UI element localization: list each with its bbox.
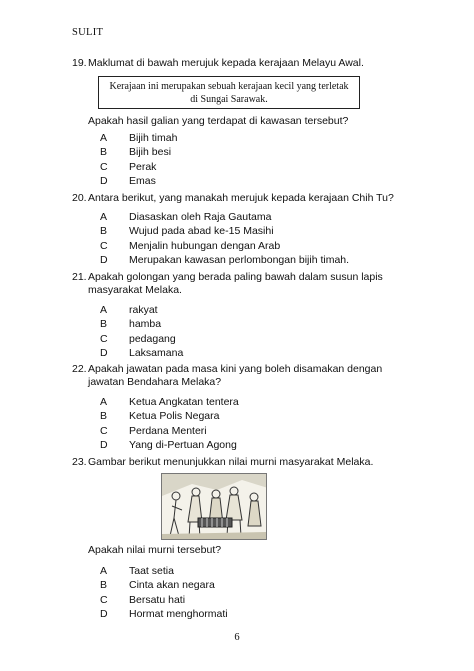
option-b[interactable] [100, 146, 402, 161]
question-23 [72, 456, 402, 469]
option-text: Bersatu hati [129, 593, 186, 606]
option-b[interactable] [100, 225, 402, 240]
option-text: Laksamana [129, 347, 184, 360]
option-text: Bijih timah [129, 131, 178, 144]
question-number: 23. [72, 456, 87, 468]
option-d[interactable] [100, 439, 402, 454]
option-d[interactable] [100, 254, 402, 269]
option-letter: B [100, 146, 108, 159]
question-text: Apakah jawatan pada masa kini yang boleh disamakan dengan jawatan Bendahara Melaka? [88, 363, 383, 388]
options-list [100, 210, 402, 268]
question-text: Apakah golongan yang berada paling bawah dalam susun lapis masyarakat Melaka. [88, 271, 383, 296]
option-b[interactable] [100, 410, 402, 425]
option-letter: A [100, 210, 108, 223]
option-letter: B [100, 579, 108, 592]
option-b[interactable] [100, 579, 402, 594]
option-letter: A [100, 395, 108, 408]
options-list [100, 395, 402, 453]
options-list [100, 303, 402, 361]
option-text: Cinta akan negara [129, 579, 215, 592]
option-text: Diasaskan oleh Raja Gautama [129, 210, 272, 223]
option-text: Bijih besi [129, 146, 172, 159]
option-text: Wujud pada abad ke-15 Masihi [129, 225, 274, 238]
option-d[interactable] [100, 347, 402, 362]
question-20 [72, 192, 402, 268]
option-a[interactable] [100, 210, 402, 225]
option-letter: C [100, 160, 108, 173]
option-c[interactable] [100, 160, 402, 175]
option-a[interactable] [100, 564, 402, 579]
option-a[interactable] [100, 131, 402, 146]
question-22 [72, 363, 402, 453]
option-letter: C [100, 239, 108, 252]
option-c[interactable] [100, 424, 402, 439]
page-header: SULIT [72, 27, 104, 38]
option-text: pedagang [129, 332, 176, 345]
question-subtext: Apakah hasil galian yang terdapat di kawasan tersebut? [88, 115, 349, 127]
option-text: rakyat [129, 303, 158, 316]
question-text: Maklumat di bawah merujuk kepada kerajaan Melayu Awal. [88, 57, 364, 69]
question-number: 21. [72, 271, 87, 283]
option-text: Ketua Polis Negara [129, 410, 220, 423]
option-letter: D [100, 439, 108, 452]
illustration-drawing [162, 474, 267, 540]
option-text: Menjalin hubungan dengan Arab [129, 239, 281, 252]
question-number: 22. [72, 363, 87, 375]
options-list [100, 564, 402, 622]
option-text: Emas [129, 175, 156, 188]
option-text: Taat setia [129, 564, 174, 577]
option-text: Merupakan kawasan perlombongan bijih timah. [129, 254, 350, 267]
option-letter: D [100, 608, 108, 621]
question-21 [72, 271, 402, 361]
option-letter: B [100, 318, 108, 331]
options-list [100, 131, 402, 189]
option-text: Ketua Angkatan tentera [129, 395, 239, 408]
option-letter: D [100, 175, 108, 188]
option-letter: D [100, 347, 108, 360]
option-letter: C [100, 332, 108, 345]
question-number: 20. [72, 192, 87, 204]
option-text: Hormat menghormati [129, 608, 228, 621]
question-23-body [72, 544, 402, 622]
info-box-line: Kerajaan ini merupakan sebuah kerajaan kecil yang terletak [109, 81, 349, 92]
question-19 [72, 57, 402, 70]
option-a[interactable] [100, 395, 402, 410]
option-letter: B [100, 225, 108, 238]
option-letter: C [100, 593, 108, 606]
option-text: hamba [129, 318, 162, 331]
option-a[interactable] [100, 303, 402, 318]
option-text: Perdana Menteri [129, 424, 207, 437]
option-c[interactable] [100, 239, 402, 254]
page-number: 6 [234, 632, 240, 643]
option-d[interactable] [100, 175, 402, 190]
option-d[interactable] [100, 608, 402, 623]
option-letter: A [100, 131, 108, 144]
option-text: Perak [129, 160, 157, 173]
option-letter: B [100, 410, 108, 423]
option-c[interactable] [100, 332, 402, 347]
option-letter: A [100, 303, 108, 316]
option-text: Yang di-Pertuan Agong [129, 439, 237, 452]
info-box-line: di Sungai Sarawak. [190, 94, 268, 105]
question-text: Gambar berikut menunjukkan nilai murni masyarakat Melaka. [88, 456, 374, 468]
question-subtext: Apakah nilai murni tersebut? [88, 544, 222, 556]
question-number: 19. [72, 57, 87, 69]
info-box [98, 76, 360, 109]
option-letter: C [100, 424, 108, 437]
option-c[interactable] [100, 593, 402, 608]
option-letter: D [100, 254, 108, 267]
question-text: Antara berikut, yang manakah merujuk kepada kerajaan Chih Tu? [88, 192, 394, 204]
question-19-body [72, 115, 402, 189]
option-letter: A [100, 564, 108, 577]
illustration-image [161, 473, 267, 540]
option-b[interactable] [100, 318, 402, 333]
